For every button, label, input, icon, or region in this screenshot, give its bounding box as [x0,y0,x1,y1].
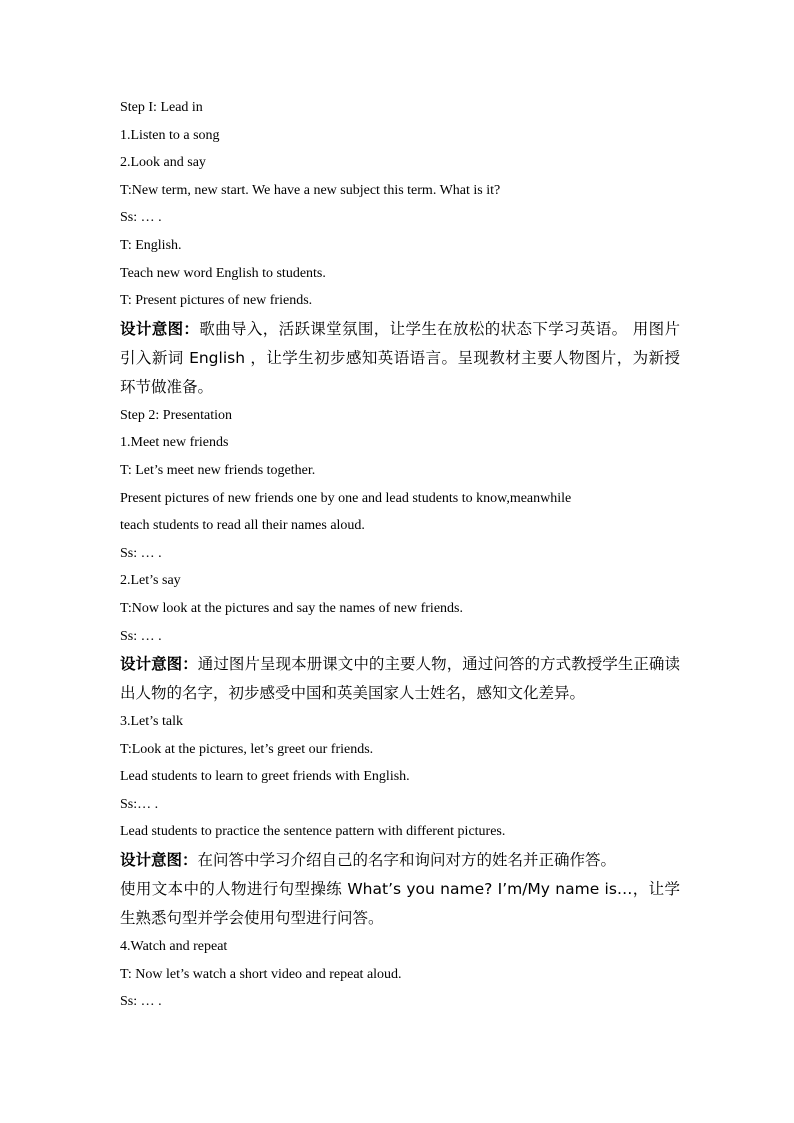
text-line: Ss:… . [120,796,159,812]
text-line: Present pictures of new friends one by one and lead students to know,meanwhile [120,490,572,506]
text-line: T:Look at the pictures, let’s greet our friends. [120,741,374,757]
lesson-plan-body [120,94,680,1016]
text-line: T: Present pictures of new friends. [120,293,313,309]
design-intent-note [120,650,680,708]
design-intent-continuation: 使用文本中的人物进行句型操练 What’s you name? I’m/My name is…，让学生熟悉句型并学会使用句型进行问答。 [120,880,680,928]
text-line: Ss: … . [120,994,162,1010]
text-line: 2.Let’s say [120,573,181,589]
text-line: T: Now let’s watch a short video and repeat aloud. [120,966,402,982]
text-line: T:New term, new start. We have a new subject this term. What is it? [120,182,501,198]
design-intent-note [120,846,680,875]
text-line: 2.Look and say [120,155,206,171]
text-line: 1.Meet new friends [120,435,229,451]
design-intent-label: 设计意图： [120,655,198,674]
text-line: Step 2: Presentation [120,407,232,423]
text-line: Lead students to practice the sentence pattern with different pictures. [120,824,506,840]
text-line: Ss: … . [120,210,162,226]
text-line: Ss: … . [120,545,162,561]
text-line: Ss: … . [120,628,162,644]
design-intent-text: 在问答中学习介绍自己的名字和询问对方的姓名并正确作答。 [197,851,617,870]
text-line: 3.Let’s talk [120,714,183,730]
design-intent-label: 设计意图： [120,851,198,870]
text-line: T: English. [120,237,182,253]
text-line: Lead students to learn to greet friends with English. [120,769,410,785]
design-intent-text: 通过图片呈现本册课文中的主要人物，通过问答的方式教授学生正确读出人物的名字，初步感受中国和英美国家人士姓名，感知文化差异。 [120,655,680,703]
text-line: 4.Watch and repeat [120,939,228,955]
text-line: Teach new word English to students. [120,265,326,281]
design-intent-note [120,315,680,402]
text-line: teach students to read all their names aloud. [120,518,365,534]
text-line: T: Let’s meet new friends together. [120,462,316,478]
design-intent-label: 设计意图： [120,319,200,338]
text-line: T:Now look at the pictures and say the names of new friends. [120,600,463,616]
text-line: 1.Listen to a song [120,127,220,143]
design-intent-text: 歌曲导入，活跃课堂氛围，让学生在放松的状态下学习英语。 用图片引入新词 English ，让学生初步感知英语语言。呈现教材主要人物图片，为新授环节做准备。 [120,319,680,396]
text-line: Step I: Lead in [120,100,203,115]
